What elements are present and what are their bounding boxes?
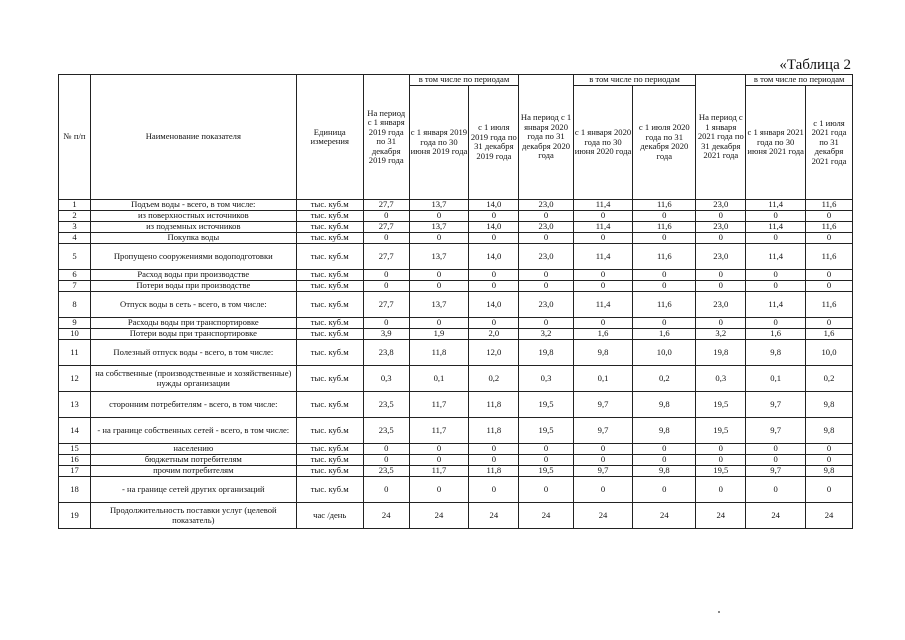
value-cell: 23,0 xyxy=(696,244,746,270)
value-cell: 11,4 xyxy=(746,200,806,211)
water-supply-table xyxy=(58,74,853,529)
indicator-name: Потери воды при транспортировке xyxy=(90,329,296,340)
table-row xyxy=(59,292,853,318)
value-cell: 11,4 xyxy=(573,292,633,318)
value-cell: 0 xyxy=(573,477,633,503)
value-cell: 0 xyxy=(409,444,469,455)
table-row xyxy=(59,281,853,292)
row-number: 4 xyxy=(59,233,91,244)
table-row xyxy=(59,244,853,270)
table-row xyxy=(59,222,853,233)
indicator-name: Пропущено сооружениями водоподготовки xyxy=(90,244,296,270)
indicator-name: сторонним потребителям - всего, в том числе: xyxy=(90,392,296,418)
value-cell: 24 xyxy=(746,503,806,529)
value-cell: 0 xyxy=(519,444,573,455)
value-cell: 0 xyxy=(573,455,633,466)
value-cell: 13,7 xyxy=(409,244,469,270)
value-cell: 0 xyxy=(806,281,853,292)
value-cell: 0 xyxy=(573,281,633,292)
value-cell: 0 xyxy=(573,444,633,455)
value-cell: 19,8 xyxy=(519,340,573,366)
value-cell: 0 xyxy=(363,233,409,244)
value-cell: 0 xyxy=(519,270,573,281)
value-cell: 0 xyxy=(519,455,573,466)
value-cell: 11,7 xyxy=(409,418,469,444)
value-cell: 9,7 xyxy=(573,466,633,477)
header-num: № п/п xyxy=(59,75,91,200)
value-cell: 0 xyxy=(806,211,853,222)
value-cell: 0 xyxy=(806,233,853,244)
value-cell: 3,9 xyxy=(363,329,409,340)
value-cell: 9,8 xyxy=(806,466,853,477)
value-cell: 14,0 xyxy=(469,244,519,270)
table-row xyxy=(59,477,853,503)
value-cell: 0 xyxy=(696,233,746,244)
value-cell: 19,5 xyxy=(696,418,746,444)
unit-cell: тыс. куб.м xyxy=(296,233,363,244)
value-cell: 11,4 xyxy=(746,292,806,318)
value-cell: 23,5 xyxy=(363,418,409,444)
value-cell: 0 xyxy=(806,444,853,455)
table-row xyxy=(59,444,853,455)
value-cell: 0 xyxy=(469,233,519,244)
indicator-name: Потери воды при производстве xyxy=(90,281,296,292)
indicator-name: на собственные (производственные и хозяйственные) нужды организации xyxy=(90,366,296,392)
value-cell: 9,8 xyxy=(806,392,853,418)
value-cell: 23,0 xyxy=(696,292,746,318)
indicator-name: прочим потребителям xyxy=(90,466,296,477)
value-cell: 14,0 xyxy=(469,292,519,318)
value-cell: 0,2 xyxy=(469,366,519,392)
header-period-2019: На период с 1 января 2019 года по 31 декабря 2019 года xyxy=(363,75,409,200)
value-cell: 24 xyxy=(519,503,573,529)
value-cell: 0 xyxy=(633,211,696,222)
value-cell: 0 xyxy=(409,477,469,503)
unit-cell: тыс. куб.м xyxy=(296,340,363,366)
table-row xyxy=(59,418,853,444)
value-cell: 11,8 xyxy=(469,418,519,444)
value-cell: 19,5 xyxy=(696,392,746,418)
row-number: 9 xyxy=(59,318,91,329)
value-cell: 11,6 xyxy=(633,244,696,270)
value-cell: 0 xyxy=(746,281,806,292)
value-cell: 19,5 xyxy=(519,392,573,418)
table-row xyxy=(59,503,853,529)
value-cell: 0 xyxy=(806,270,853,281)
indicator-name: Продолжительность поставки услуг (целевой показатель) xyxy=(90,503,296,529)
indicator-name: Расходы воды при транспортировке xyxy=(90,318,296,329)
value-cell: 19,5 xyxy=(519,418,573,444)
value-cell: 0 xyxy=(696,281,746,292)
value-cell: 0 xyxy=(633,281,696,292)
value-cell: 23,5 xyxy=(363,466,409,477)
value-cell: 0 xyxy=(746,233,806,244)
value-cell: 0,3 xyxy=(696,366,746,392)
value-cell: 0 xyxy=(409,455,469,466)
value-cell: 0 xyxy=(696,270,746,281)
table-row xyxy=(59,340,853,366)
row-number: 5 xyxy=(59,244,91,270)
value-cell: 1,6 xyxy=(746,329,806,340)
row-number: 19 xyxy=(59,503,91,529)
row-number: 14 xyxy=(59,418,91,444)
value-cell: 14,0 xyxy=(469,222,519,233)
value-cell: 0,3 xyxy=(519,366,573,392)
value-cell: 9,7 xyxy=(746,392,806,418)
unit-cell: тыс. куб.м xyxy=(296,211,363,222)
indicator-name: Подъем воды - всего, в том числе: xyxy=(90,200,296,211)
value-cell: 23,0 xyxy=(519,292,573,318)
header-incl-2019: в том числе по периодам xyxy=(409,75,519,86)
value-cell: 9,7 xyxy=(746,418,806,444)
value-cell: 23,8 xyxy=(363,340,409,366)
value-cell: 11,6 xyxy=(633,200,696,211)
value-cell: 0 xyxy=(363,281,409,292)
value-cell: 27,7 xyxy=(363,244,409,270)
indicator-name: Покупка воды xyxy=(90,233,296,244)
table-row xyxy=(59,392,853,418)
value-cell: 27,7 xyxy=(363,200,409,211)
value-cell: 0 xyxy=(806,455,853,466)
value-cell: 0 xyxy=(633,444,696,455)
indicator-name: населению xyxy=(90,444,296,455)
row-number: 7 xyxy=(59,281,91,292)
value-cell: 0 xyxy=(696,477,746,503)
table-row xyxy=(59,455,853,466)
header-h2-2019: с 1 июля 2019 года по 31 декабря 2019 года xyxy=(469,85,519,200)
value-cell: 0,1 xyxy=(409,366,469,392)
value-cell: 0 xyxy=(519,211,573,222)
value-cell: 11,4 xyxy=(573,244,633,270)
value-cell: 0 xyxy=(633,477,696,503)
value-cell: 23,0 xyxy=(519,200,573,211)
value-cell: 0 xyxy=(469,281,519,292)
value-cell: 27,7 xyxy=(363,222,409,233)
value-cell: 0 xyxy=(469,318,519,329)
header-h1-2020: с 1 января 2020 года по 30 июня 2020 года xyxy=(573,85,633,200)
value-cell: 0 xyxy=(746,318,806,329)
value-cell: 0 xyxy=(469,211,519,222)
value-cell: 0 xyxy=(633,455,696,466)
value-cell: 24 xyxy=(573,503,633,529)
value-cell: 0 xyxy=(409,270,469,281)
value-cell: 0 xyxy=(746,444,806,455)
indicator-name: Отпуск воды в сеть - всего, в том числе: xyxy=(90,292,296,318)
value-cell: 0 xyxy=(363,318,409,329)
table-row xyxy=(59,200,853,211)
value-cell: 24 xyxy=(409,503,469,529)
header-period-2020: На период с 1 января 2020 года по 31 декабря 2020 года xyxy=(519,75,573,200)
value-cell: 11,6 xyxy=(633,222,696,233)
value-cell: 19,5 xyxy=(519,466,573,477)
value-cell: 9,8 xyxy=(633,392,696,418)
value-cell: 11,6 xyxy=(806,200,853,211)
value-cell: 0 xyxy=(363,444,409,455)
row-number: 13 xyxy=(59,392,91,418)
value-cell: 0 xyxy=(633,233,696,244)
table-row xyxy=(59,318,853,329)
value-cell: 23,0 xyxy=(519,222,573,233)
table-row xyxy=(59,366,853,392)
value-cell: 0,3 xyxy=(363,366,409,392)
unit-cell: тыс. куб.м xyxy=(296,270,363,281)
value-cell: 23,0 xyxy=(696,200,746,211)
value-cell: 0 xyxy=(746,477,806,503)
scan-speck xyxy=(718,611,720,613)
value-cell: 11,6 xyxy=(633,292,696,318)
value-cell: 0,1 xyxy=(573,366,633,392)
value-cell: 11,8 xyxy=(409,340,469,366)
header-period-2021: На период с 1 января 2021 года по 31 декабря 2021 года xyxy=(696,75,746,200)
row-number: 17 xyxy=(59,466,91,477)
value-cell: 0 xyxy=(519,477,573,503)
unit-cell: тыс. куб.м xyxy=(296,455,363,466)
value-cell: 10,0 xyxy=(633,340,696,366)
row-number: 8 xyxy=(59,292,91,318)
value-cell: 0 xyxy=(519,318,573,329)
row-number: 10 xyxy=(59,329,91,340)
value-cell: 0,1 xyxy=(746,366,806,392)
value-cell: 0 xyxy=(806,477,853,503)
value-cell: 13,7 xyxy=(409,222,469,233)
unit-cell: тыс. куб.м xyxy=(296,292,363,318)
row-number: 6 xyxy=(59,270,91,281)
value-cell: 24 xyxy=(633,503,696,529)
header-unit: Единица измерения xyxy=(296,75,363,200)
value-cell: 0 xyxy=(409,318,469,329)
indicator-name: бюджетным потребителям xyxy=(90,455,296,466)
value-cell: 0 xyxy=(696,444,746,455)
value-cell: 14,0 xyxy=(469,200,519,211)
value-cell: 11,6 xyxy=(806,222,853,233)
value-cell: 24 xyxy=(806,503,853,529)
value-cell: 11,6 xyxy=(806,292,853,318)
table-row xyxy=(59,329,853,340)
value-cell: 0 xyxy=(746,270,806,281)
header-h1-2021: с 1 января 2021 года по 30 июня 2021 года xyxy=(746,85,806,200)
value-cell: 0 xyxy=(469,455,519,466)
value-cell: 0,2 xyxy=(806,366,853,392)
table-row xyxy=(59,211,853,222)
unit-cell: тыс. куб.м xyxy=(296,366,363,392)
indicator-name: Расход воды при производстве xyxy=(90,270,296,281)
value-cell: 0 xyxy=(806,318,853,329)
table-caption: «Таблица 2 xyxy=(779,57,851,73)
table-row xyxy=(59,233,853,244)
header-name: Наименование показателя xyxy=(90,75,296,200)
value-cell: 0 xyxy=(363,477,409,503)
table-row xyxy=(59,270,853,281)
value-cell: 11,7 xyxy=(409,392,469,418)
header-h2-2021: с 1 июля 2021 года по 31 декабря 2021 года xyxy=(806,85,853,200)
indicator-name: из подземных источников xyxy=(90,222,296,233)
value-cell: 9,8 xyxy=(746,340,806,366)
value-cell: 10,0 xyxy=(806,340,853,366)
value-cell: 19,5 xyxy=(696,466,746,477)
value-cell: 11,4 xyxy=(746,244,806,270)
table-row xyxy=(59,466,853,477)
indicator-name: из поверхностных источников xyxy=(90,211,296,222)
value-cell: 11,4 xyxy=(573,200,633,211)
value-cell: 11,7 xyxy=(409,466,469,477)
value-cell: 0 xyxy=(746,211,806,222)
value-cell: 11,4 xyxy=(573,222,633,233)
value-cell: 0 xyxy=(573,318,633,329)
unit-cell: тыс. куб.м xyxy=(296,392,363,418)
unit-cell: тыс. куб.м xyxy=(296,222,363,233)
value-cell: 0 xyxy=(746,455,806,466)
row-number: 12 xyxy=(59,366,91,392)
unit-cell: тыс. куб.м xyxy=(296,329,363,340)
row-number: 18 xyxy=(59,477,91,503)
value-cell: 0 xyxy=(519,233,573,244)
row-number: 16 xyxy=(59,455,91,466)
value-cell: 9,7 xyxy=(573,418,633,444)
value-cell: 0 xyxy=(633,318,696,329)
header-h1-2019: с 1 января 2019 года по 30 июня 2019 года xyxy=(409,85,469,200)
unit-cell: тыс. куб.м xyxy=(296,200,363,211)
value-cell: 9,8 xyxy=(806,418,853,444)
row-number: 3 xyxy=(59,222,91,233)
indicator-name: - на границе сетей других организаций xyxy=(90,477,296,503)
value-cell: 0 xyxy=(469,477,519,503)
header-h2-2020: с 1 июля 2020 года по 31 декабря 2020 года xyxy=(633,85,696,200)
value-cell: 0 xyxy=(696,211,746,222)
value-cell: 0 xyxy=(633,270,696,281)
value-cell: 0 xyxy=(573,211,633,222)
value-cell: 9,8 xyxy=(633,466,696,477)
unit-cell: тыс. куб.м xyxy=(296,466,363,477)
value-cell: 0 xyxy=(363,211,409,222)
row-number: 11 xyxy=(59,340,91,366)
value-cell: 0 xyxy=(573,270,633,281)
value-cell: 24 xyxy=(469,503,519,529)
value-cell: 0,2 xyxy=(633,366,696,392)
value-cell: 0 xyxy=(409,233,469,244)
value-cell: 11,8 xyxy=(469,466,519,477)
value-cell: 11,6 xyxy=(806,244,853,270)
value-cell: 2,0 xyxy=(469,329,519,340)
table-body xyxy=(59,200,853,529)
value-cell: 9,8 xyxy=(633,418,696,444)
row-number: 2 xyxy=(59,211,91,222)
value-cell: 19,8 xyxy=(696,340,746,366)
value-cell: 0 xyxy=(363,455,409,466)
value-cell: 24 xyxy=(696,503,746,529)
value-cell: 23,0 xyxy=(519,244,573,270)
indicator-name: Полезный отпуск воды - всего, в том числе: xyxy=(90,340,296,366)
value-cell: 9,7 xyxy=(573,392,633,418)
value-cell: 11,4 xyxy=(746,222,806,233)
unit-cell: час /день xyxy=(296,503,363,529)
value-cell: 3,2 xyxy=(696,329,746,340)
value-cell: 1,6 xyxy=(573,329,633,340)
value-cell: 0 xyxy=(696,318,746,329)
value-cell: 9,8 xyxy=(573,340,633,366)
header-incl-2020: в том числе по периодам xyxy=(573,75,696,86)
indicator-name: - на границе собственных сетей - всего, в том числе: xyxy=(90,418,296,444)
row-number: 1 xyxy=(59,200,91,211)
value-cell: 13,7 xyxy=(409,292,469,318)
value-cell: 13,7 xyxy=(409,200,469,211)
value-cell: 0 xyxy=(573,233,633,244)
value-cell: 0 xyxy=(696,455,746,466)
unit-cell: тыс. куб.м xyxy=(296,444,363,455)
value-cell: 0 xyxy=(469,270,519,281)
value-cell: 0 xyxy=(469,444,519,455)
unit-cell: тыс. куб.м xyxy=(296,318,363,329)
unit-cell: тыс. куб.м xyxy=(296,244,363,270)
value-cell: 11,8 xyxy=(469,392,519,418)
value-cell: 1,6 xyxy=(633,329,696,340)
value-cell: 9,7 xyxy=(746,466,806,477)
value-cell: 12,0 xyxy=(469,340,519,366)
unit-cell: тыс. куб.м xyxy=(296,418,363,444)
value-cell: 27,7 xyxy=(363,292,409,318)
value-cell: 0 xyxy=(519,281,573,292)
value-cell: 24 xyxy=(363,503,409,529)
value-cell: 1,6 xyxy=(806,329,853,340)
row-number: 15 xyxy=(59,444,91,455)
value-cell: 23,5 xyxy=(363,392,409,418)
value-cell: 1,9 xyxy=(409,329,469,340)
value-cell: 23,0 xyxy=(696,222,746,233)
header-incl-2021: в том числе по периодам xyxy=(746,75,853,86)
value-cell: 0 xyxy=(409,281,469,292)
unit-cell: тыс. куб.м xyxy=(296,477,363,503)
value-cell: 0 xyxy=(363,270,409,281)
value-cell: 3,2 xyxy=(519,329,573,340)
unit-cell: тыс. куб.м xyxy=(296,281,363,292)
value-cell: 0 xyxy=(409,211,469,222)
